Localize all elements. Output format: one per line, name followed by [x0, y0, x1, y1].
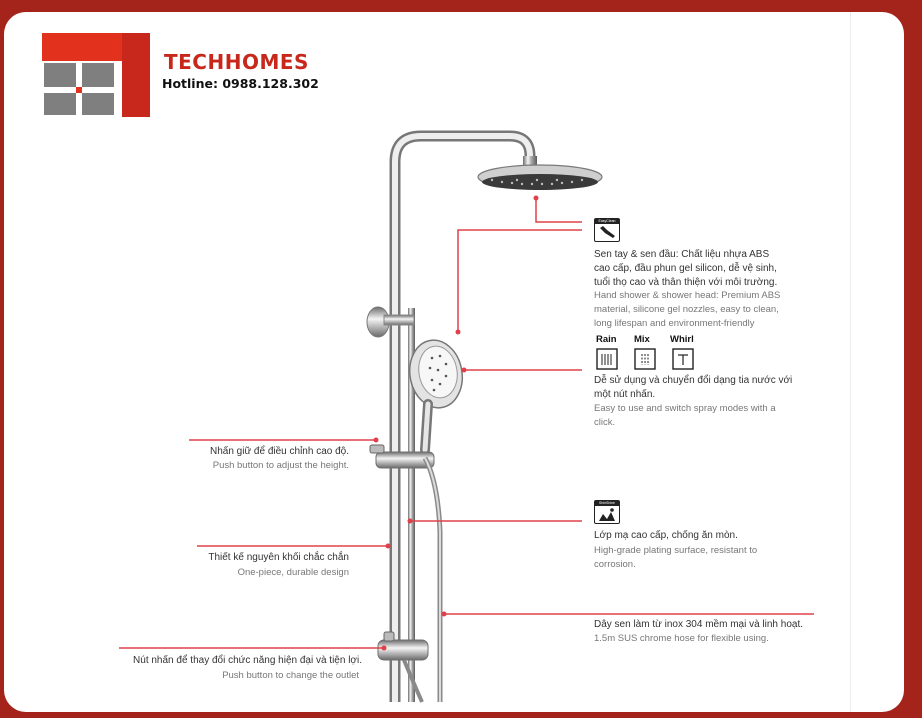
- leader-lines: [4, 12, 904, 712]
- plating-icon: ShinShine: [594, 500, 620, 524]
- outlet-text-en: Push button to change the outlet: [222, 670, 359, 681]
- mix-mode-icon: [634, 348, 656, 370]
- spray-text-vi: Dễ sử dụng và chuyển đổi dạng tia nước với một nút nhấn.: [594, 375, 793, 400]
- whirl-mode-icon: [672, 348, 694, 370]
- hose-text-vi: Dây sen làm từ inox 304 mềm mại và linh hoạt.: [594, 619, 804, 630]
- rain-mode-icon: [596, 348, 618, 370]
- height-text-en: Push button to adjust the height.: [212, 460, 349, 471]
- material-text-vi: Sen tay & sen đầu: Chất liệu nhựa ABS cao cấp, đầu phun gel silicon, dễ vệ sinh, tuổi thọ cao và thân thiện với môi trường.: [594, 249, 778, 288]
- brand-name: TECHHOMES: [164, 50, 309, 74]
- spray-text-en: Easy to use and switch spray modes with a click.: [594, 403, 776, 428]
- design-text-en: One-piece, durable design: [237, 567, 349, 578]
- hand-shower-icon: EasyClean: [594, 218, 620, 242]
- hose-text-en: 1.5m SUS chrome hose for flexible using.: [594, 633, 769, 644]
- design-text-vi: Thiết kế nguyên khối chắc chắn: [208, 552, 349, 563]
- height-text-vi: Nhấn giữ để điều chỉnh cao độ.: [209, 446, 349, 457]
- mode-label-whirl: Whirl: [670, 334, 694, 345]
- hotline[interactable]: Hotline: 0988.128.302: [162, 76, 319, 91]
- plating-text-en: High-grade plating surface, resistant to corrosion.: [594, 545, 758, 570]
- plating-text-vi: Lớp mạ cao cấp, chống ăn mòn.: [594, 530, 738, 541]
- outlet-text-vi: Nút nhấn để thay đổi chức năng hiện đại và tiện lợi.: [133, 655, 362, 666]
- material-text-en: Hand shower & shower head: Premium ABS material, silicone gel nozzles, easy to clean, long lifespan and environment-friendly: [594, 290, 781, 329]
- mode-label-mix: Mix: [634, 334, 650, 345]
- product-sheet: [4, 12, 904, 712]
- mode-label-rain: Rain: [596, 334, 617, 345]
